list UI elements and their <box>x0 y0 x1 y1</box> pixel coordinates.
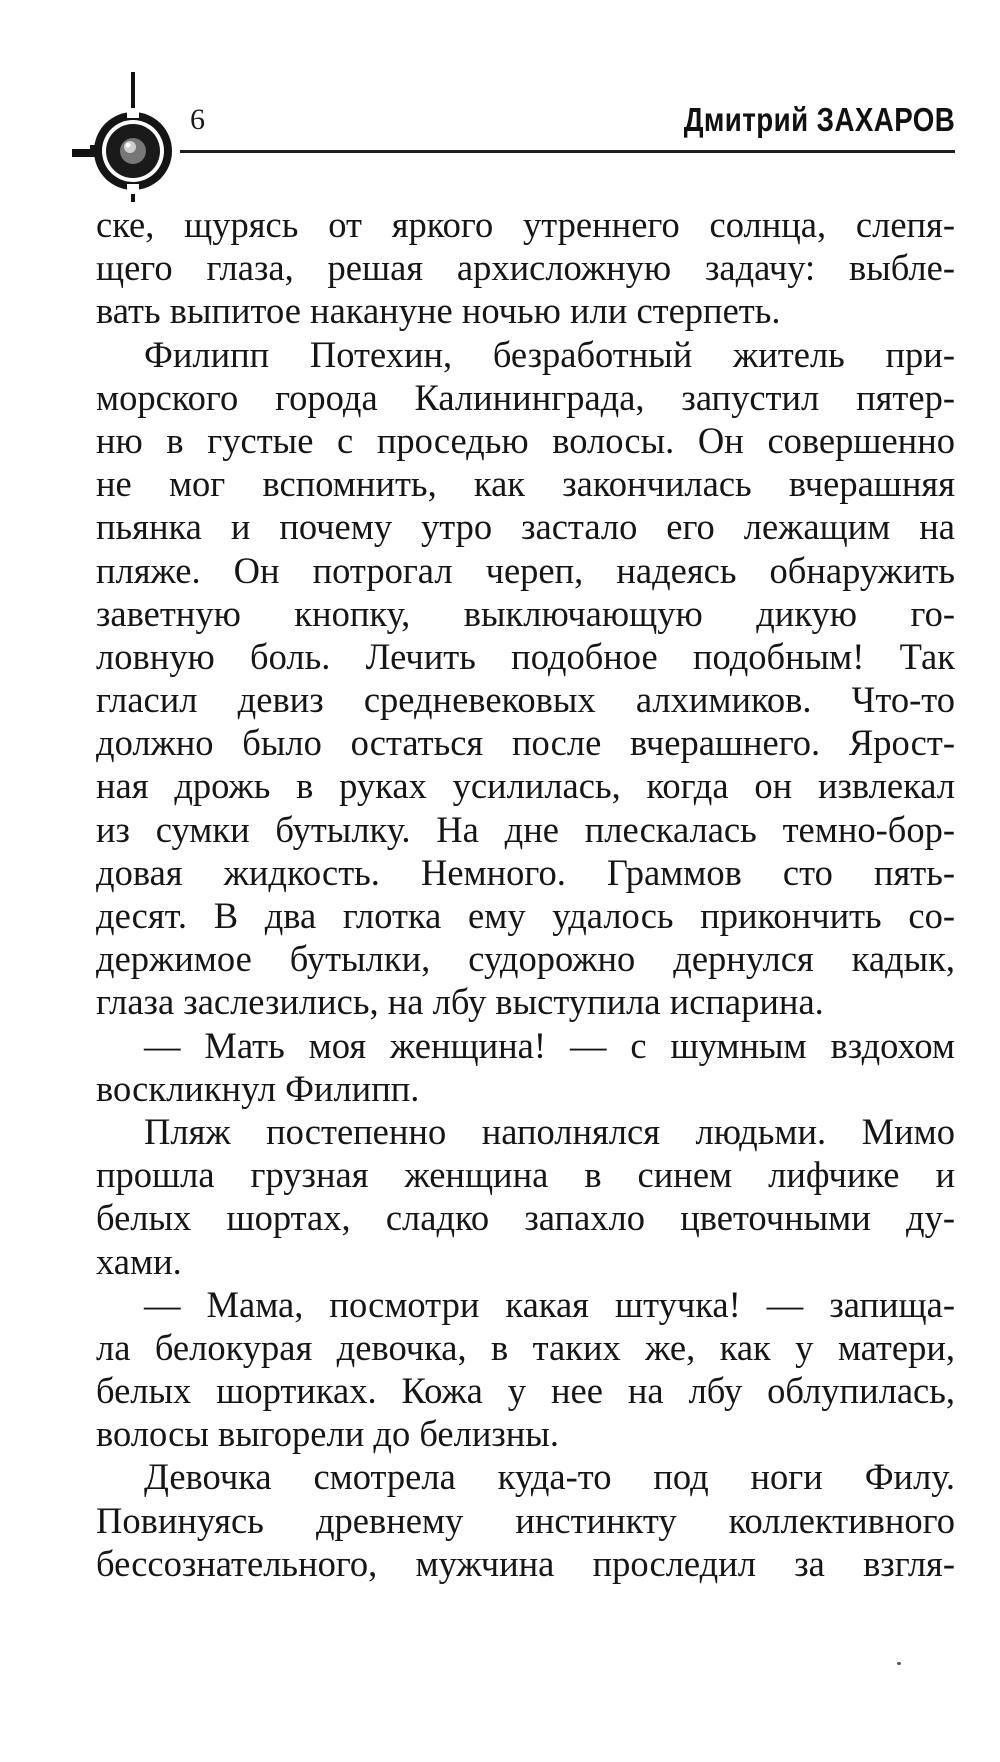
text-line: белых шортиках. Кожа у нее на лбу облупилась, <box>96 1370 955 1412</box>
page-number: 6 <box>190 103 205 136</box>
text-line: ла белокурая девочка, в таких же, как у матери, <box>96 1326 955 1368</box>
text-line: хами. <box>96 1240 182 1282</box>
text-line: прошла грузная женщина в синем лифчике и <box>96 1154 955 1196</box>
text-line: довая жидкость. Немного. Граммов сто пять- <box>96 851 955 893</box>
text-line: Повинуясь древнему инстинкту коллективного <box>96 1499 955 1541</box>
text-line: не мог вспомнить, как закончилась вчерашняя <box>96 463 955 505</box>
text-line: — Мать моя женщина! — с шумным вздохом <box>144 1024 955 1066</box>
text-line: Девочка смотрела куда-то под ноги Филу. <box>144 1456 955 1498</box>
text-line: из сумки бутылку. На дне плескалась темно-бор- <box>96 808 955 850</box>
print-speck <box>897 1662 901 1665</box>
text-line: волосы выгорели до белизны. <box>96 1413 559 1455</box>
text-line: белых шортах, сладко запахло цветочными ду- <box>96 1197 955 1239</box>
text-line: бессознательного, мужчина проследил за взгля- <box>96 1542 955 1584</box>
text-line: пляже. Он потрогал череп, надеясь обнаружить <box>96 549 955 591</box>
text-line: Филипп Потехин, безработный житель при- <box>144 333 955 375</box>
text-line: ловную боль. Лечить подобное подобным! Так <box>96 635 955 677</box>
running-head-author: Дмитрий ЗАХАРОВ <box>683 101 955 138</box>
text-line: ню в густые с проседью волосы. Он совершенно <box>96 419 955 461</box>
text-line: ная дрожь в руках усилилась, когда он извлекал <box>96 765 955 807</box>
text-line: должно было остаться после вчерашнего. Ярост- <box>96 722 955 764</box>
text-line: глаза заслезились, на лбу выступила испарина. <box>96 981 824 1023</box>
text-line: — Мама, посмотри какая штучка! — запища- <box>144 1283 955 1325</box>
text-line: Пляж постепенно наполнялся людьми. Мимо <box>144 1110 955 1152</box>
book-text <box>96 203 955 1585</box>
text-line: щего глаза, решая архисложную задачу: выбле- <box>96 247 955 289</box>
text-line: держимое бутылки, судорожно дернулся кадык, <box>96 938 955 980</box>
text-line: ске, щурясь от яркого утреннего солнца, слепя- <box>96 204 955 245</box>
text-line: морского города Калининграда, запустил пятер- <box>96 376 955 418</box>
text-line: вать выпитое накануне ночью или стерпеть. <box>96 290 781 332</box>
text-line: гласил девиз средневековых алхимиков. Что-то <box>96 679 955 721</box>
crosshair-disc-icon <box>72 72 182 202</box>
text-line: десят. В два глотка ему удалось прикончить со- <box>96 895 955 936</box>
text-line: заветную кнопку, выключающую дикую го- <box>96 592 955 634</box>
header-rule <box>180 150 955 153</box>
text-line: воскликнул Филипп. <box>96 1067 420 1109</box>
text-line: пьянка и почему утро застало его лежащим на <box>96 506 955 548</box>
